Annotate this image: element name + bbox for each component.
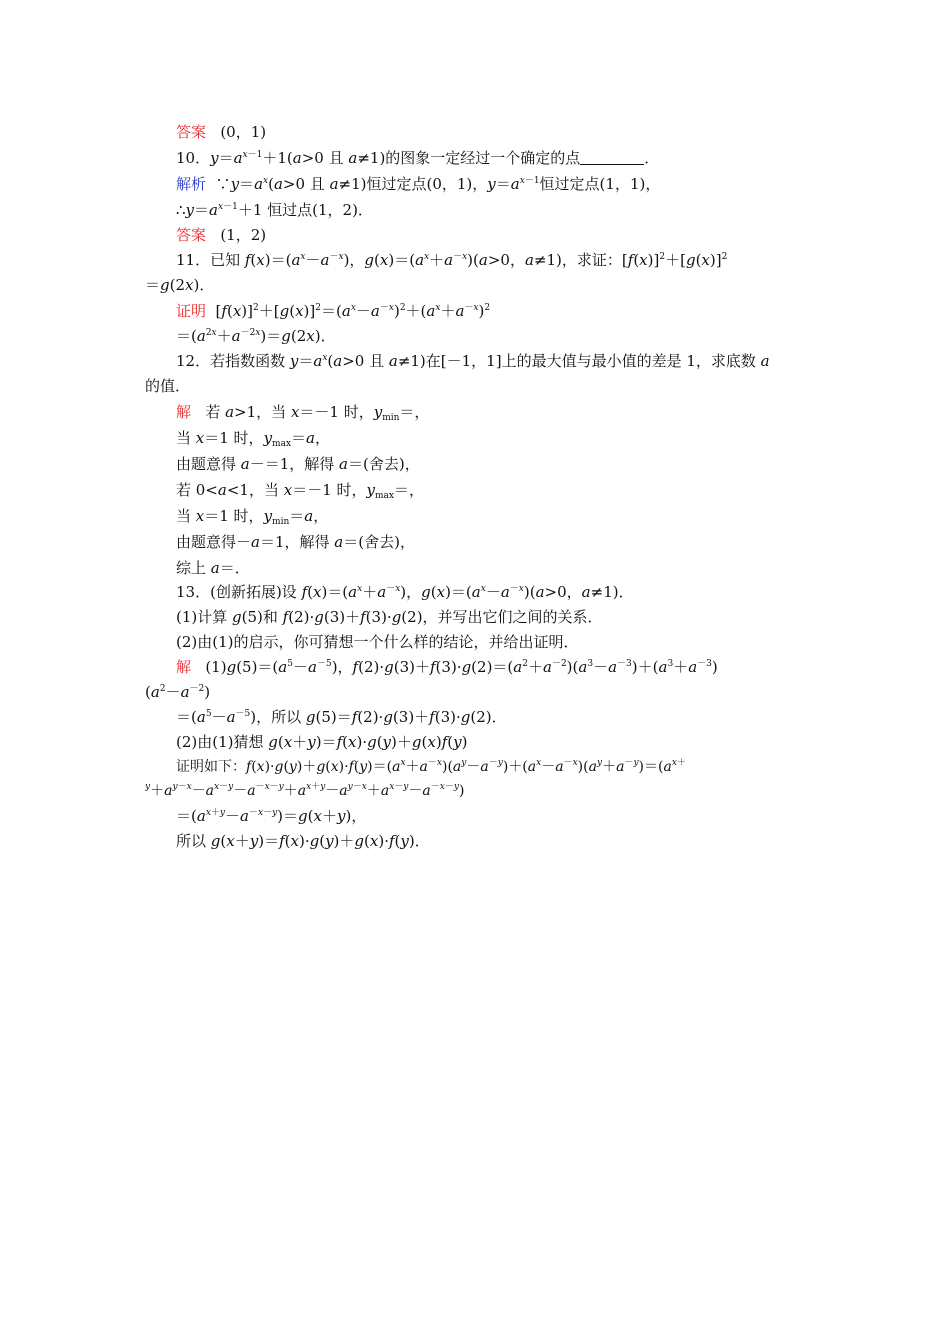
solution-13-line1: 解 $(1)g(5)=(a^5-a^{-5})$，$f(2)\cdot g(3)+f(3)\cdot g(2)=(a^2+a^{-2})(a^3-a^{-3})+(a^3+a^{-3})$ <box>176 658 718 676</box>
answer-label: 答案 <box>176 226 207 244</box>
proof-11-line1: 证明 $[f(x)]^2+[g(x)]^2=(a^x-a^{-x})^2+(a^x+a^{-x})^2$ <box>176 302 491 320</box>
solution-12-line3: 由题意得 a－＝1，解得 a＝(舍去)， <box>176 455 420 473</box>
solution-13-line3: $=(a^5-a^{-5})$，所以 g(5)＝f(2)·g(3)＋f(3)·g(2)． <box>176 708 507 726</box>
answer-label: 答案 <box>176 123 207 141</box>
proof-label: 证明 <box>176 302 207 320</box>
solution-13-line6: $^y+a^{y-x}-a^{x-y}-a^{-x-y}+a^{x+y}-a^{y-x}+a^{x-y}-a^{-x-y}$) <box>145 782 465 799</box>
problem-13-part2: (2)由(1)的启示，你可猜想一个什么样的结论，并给出证明． <box>176 633 579 651</box>
problem-10: 10．$y=a^{x-1}+1(a>0$ 且 a≠1)的图象一定经过一个确定的点 ． <box>176 149 660 167</box>
solution-12-line6: 由题意得－a＝1，解得 a＝(舍去)， <box>176 533 415 551</box>
solution-13-line7: $=(a^{x+y}-a^{-x-y})=g(x+y)$， <box>176 807 367 825</box>
proof-11-line2: $=(a^{2x}+a^{-2x})=g(2x)$． <box>176 327 336 345</box>
analysis-label: 解析 <box>176 175 207 193</box>
solution-13-line2: $(a^2-a^{-2})$ <box>145 683 211 701</box>
solution-13-line5: 证明如下：$f(x)\cdot g(y)+g(x)\cdot f(y)=(a^x+a^{-x})(a^y-a^{-y})+(a^x-a^{-x})(a^y+a^{-y})=(a^{x+}$ <box>176 758 686 775</box>
problem-11-line2: ＝g(2x)． <box>145 276 215 294</box>
solution-label: 解 <box>176 658 192 676</box>
problem-13-line1: 13．(创新拓展)设 $f(x)=(a^x+a^{-x})$，$g(x)=(a^x-a^{-x})(a>0$，a≠1)． <box>176 583 634 601</box>
solution-12-line2: 当 x＝1 时，$y_{max}=a$， <box>176 429 331 448</box>
problem-11-line1: 11．已知 $f(x)=(a^x-a^{-x})$，$g(x)=(a^x+a^{-x})(a>0$，a≠1)，求证：$[f(x)]^2+[g(x)]^2$ <box>176 251 728 269</box>
problem-12-line2: 的值． <box>145 377 191 395</box>
solution-label: 解 <box>176 403 192 421</box>
solution-13-line8: 所以 g(x＋y)＝f(x)·g(y)＋g(x)·f(y)． <box>176 832 430 850</box>
answer-9: 答案 (0，1) <box>176 123 267 141</box>
solution-12-line4: 若 0<a<1，当 x＝－1 时，$y_{max}=$， <box>176 481 424 500</box>
solution-13-line4: (2)由(1)猜想 g(x＋y)＝f(x)·g(y)＋g(x)f(y) <box>176 733 468 751</box>
solution-12-line7: 综上 a＝． <box>176 559 250 577</box>
answer-10: 答案 (1，2) <box>176 226 267 244</box>
solution-12-line1: 解 若 a>1，当 x＝－1 时，$y_{min}=$， <box>176 403 430 422</box>
problem-13-part1: (1)计算 g(5)和 f(2)·g(3)＋f(3)·g(2)，并写出它们之间的关系． <box>176 608 603 626</box>
analysis-10-line2: $\therefore y=a^{x-1}+1$ 恒过点(1，2)． <box>176 201 373 219</box>
problem-12-line1: 12．若指数函数 $y=a^x(a>0$ 且 a≠1)在[－1，1]上的最大值与最小值的差是 1，求底数 a <box>176 352 770 370</box>
solution-12-line5: 当 x＝1 时，$y_{min}=a$， <box>176 507 329 526</box>
analysis-10-line1: 解析 $\because y=a^x(a>0$ 且 a≠1)恒过定点(0，1)，$y=a^{x-1}$恒过定点(1，1)， <box>176 175 661 193</box>
